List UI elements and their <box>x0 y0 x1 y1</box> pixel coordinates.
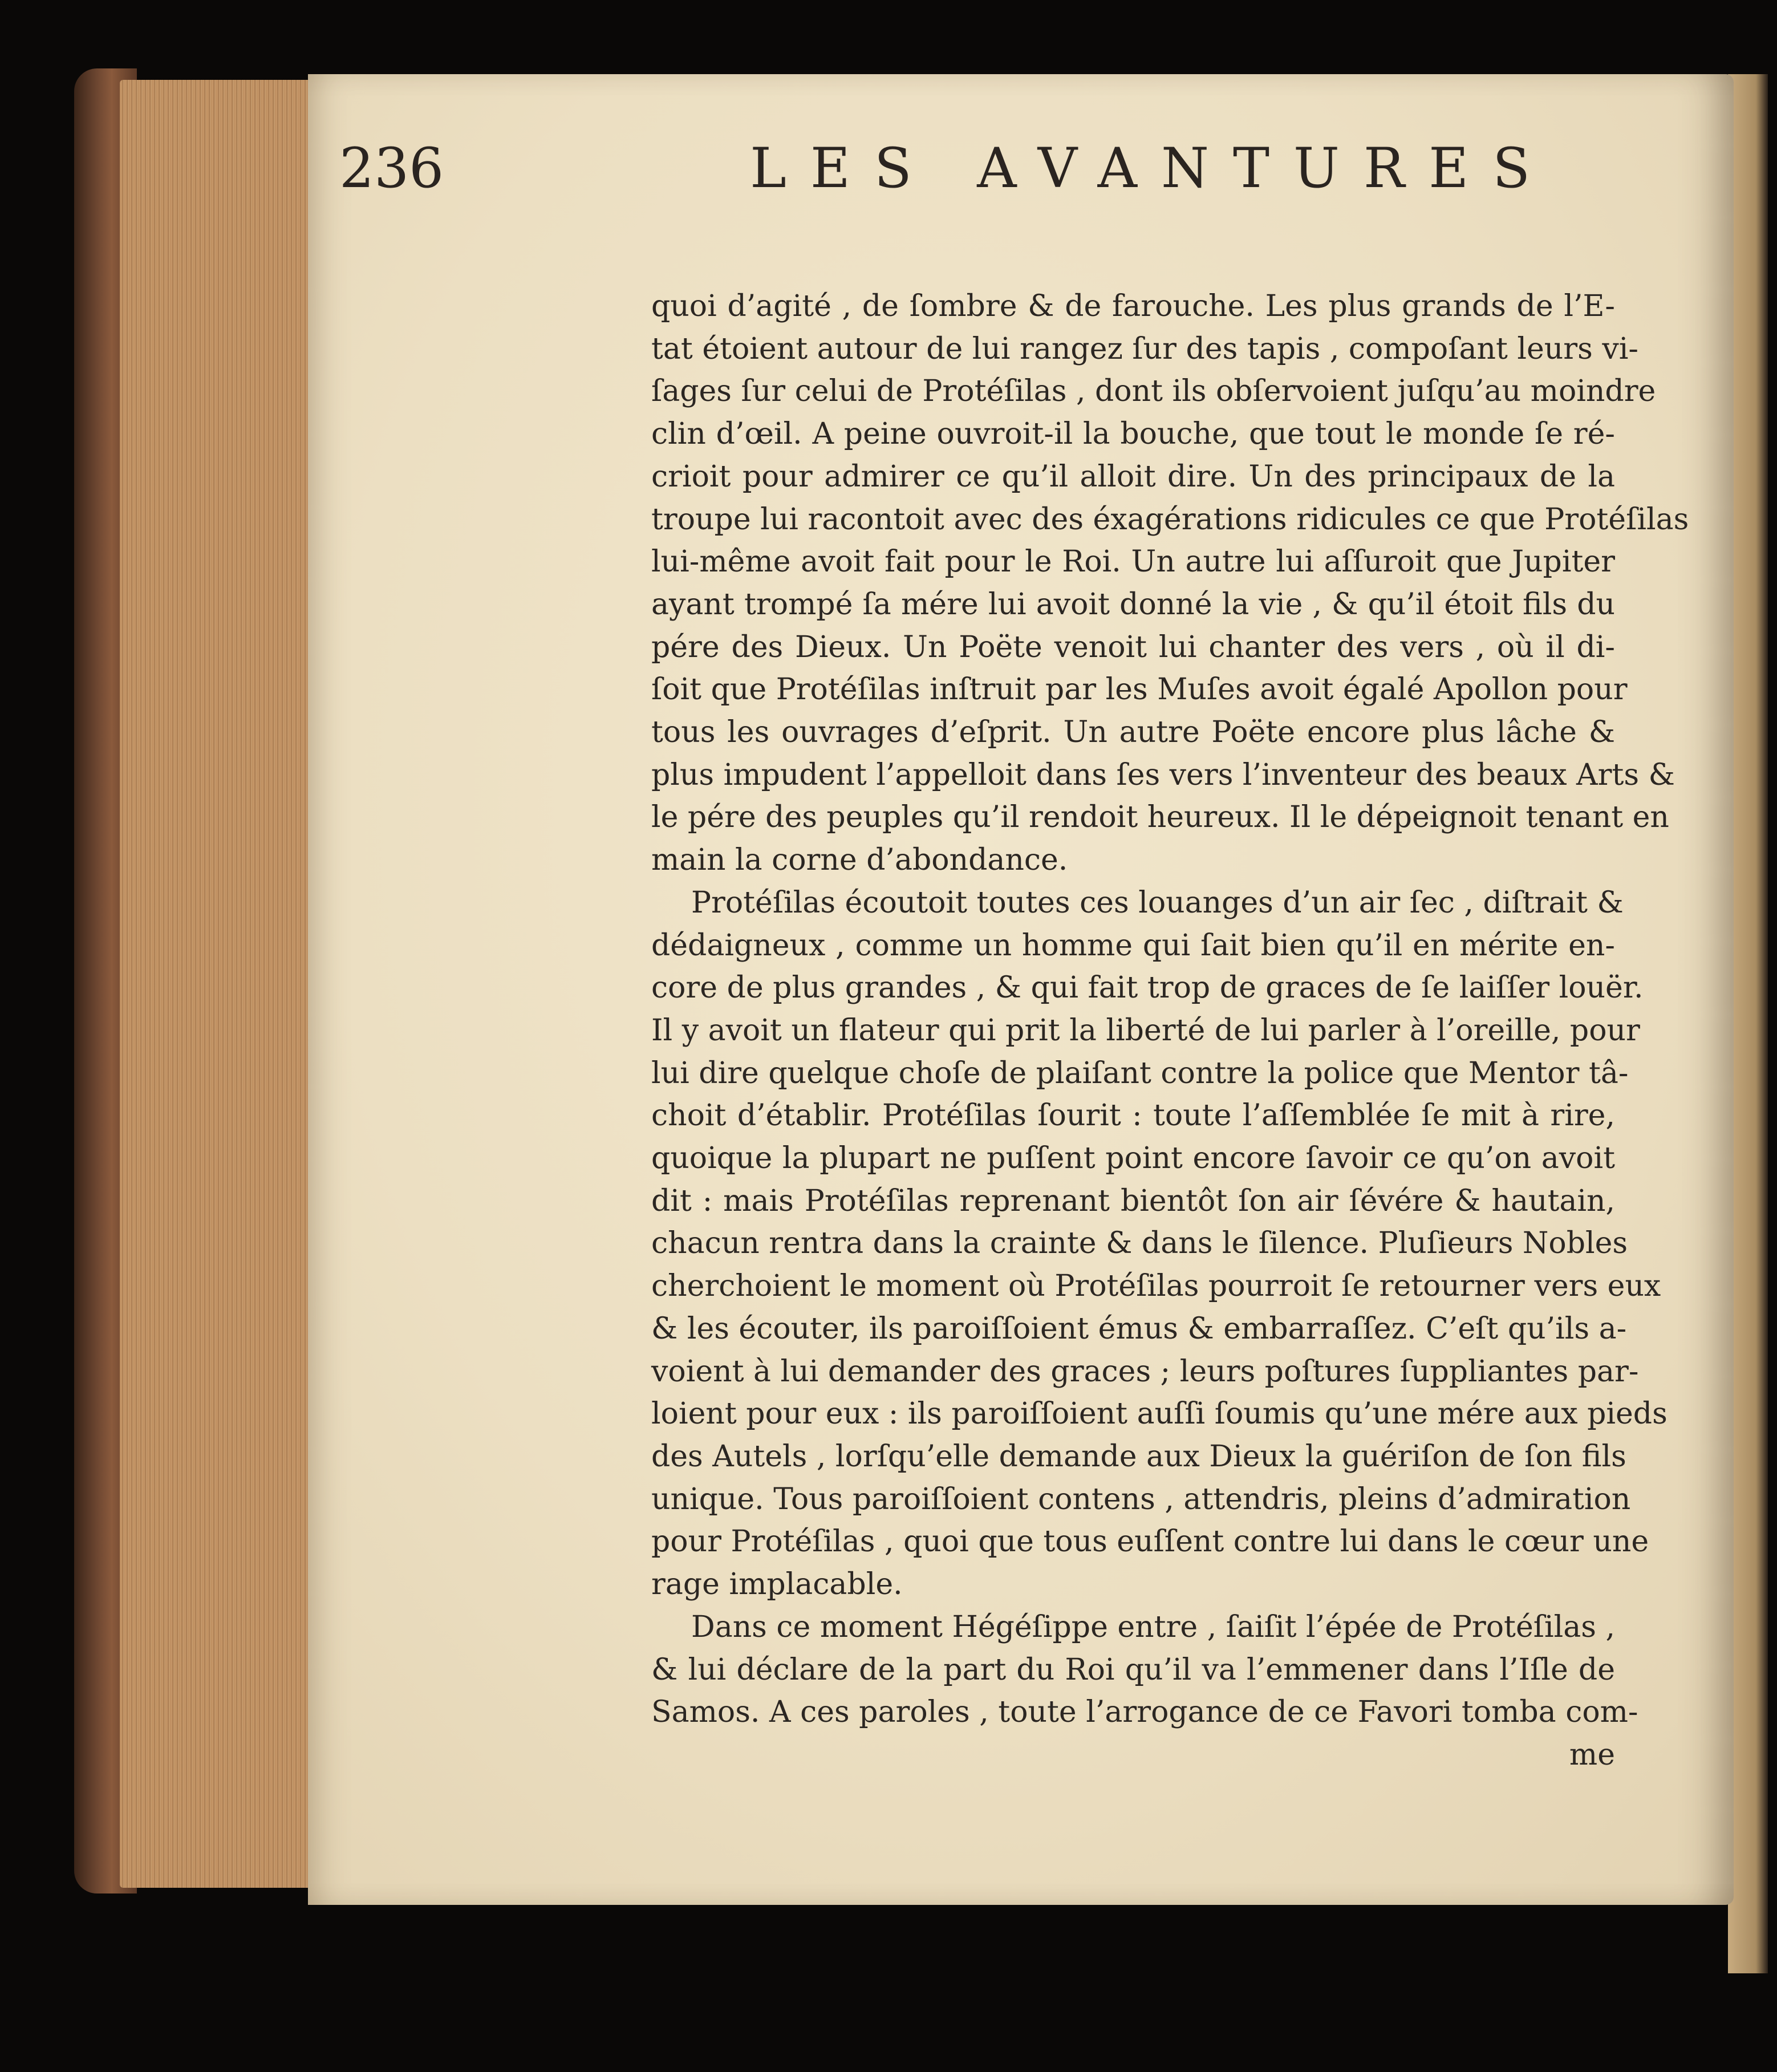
text-line: pour Protéſilas , quoi que tous euſſent contre lui dans le cœur une <box>651 1524 1649 1559</box>
text-line: ſoit que Protéſilas inſtruit par les Muſes avoit égalé Apollon pour <box>651 672 1628 707</box>
text-line: unique. Tous paroiſſoient contens , attendris, pleins d’admiration <box>651 1482 1631 1517</box>
text-line: Dans ce moment Hégéſippe entre , ſaiſit l’épée de Protéſilas , <box>691 1609 1615 1644</box>
text-line: lui-même avoit fait pour le Roi. Un autre lui aſſuroit que Jupiter <box>651 545 1615 579</box>
running-title: LES AVANTURES <box>750 136 1554 200</box>
paragraph-2 <box>651 882 1668 1606</box>
page-header <box>339 131 1554 205</box>
page-number: 236 <box>339 136 444 200</box>
text-line: & lui déclare de la part du Roi qu’il va l’emmener dans l’Iſle de <box>651 1652 1615 1687</box>
text-line: main la corne d’abondance. <box>651 843 1068 878</box>
catchword: me <box>1569 1737 1615 1772</box>
text-line: plus impudent l’appelloit dans ſes vers l’inventeur des beaux Arts & <box>651 757 1675 792</box>
text-line: Il y avoit un flateur qui prit la liberté de lui parler à l’oreille, pour <box>651 1013 1640 1048</box>
text-line: clin d’œil. A peine ouvroit-il la bouche, que tout le monde ſe ré- <box>651 417 1615 452</box>
text-line: & les écouter, ils paroiſſoient émus & embarraſſez. C’eſt qu’ils a- <box>651 1311 1627 1346</box>
text-line: cherchoient le moment où Protéſilas pourroit ſe retourner vers eux <box>651 1269 1661 1304</box>
text-line: ſages ſur celui de Protéſilas , dont ils obſervoient juſqu’au moindre <box>651 374 1656 409</box>
text-line: quoique la plupart ne puſſent point encore ſavoir ce qu’on avoit <box>651 1141 1615 1176</box>
text-line: troupe lui racontoit avec des éxagérations ridicules ce que Protéſilas <box>651 502 1689 537</box>
text-line: crioit pour admirer ce qu’il alloit dire. Un des principaux de la <box>651 459 1615 494</box>
text-line: loient pour eux : ils paroiſſoient auſſi ſoumis qu’une mére aux pieds <box>651 1397 1668 1432</box>
text-line: voient à lui demander des graces ; leurs poſtures ſuppliantes par- <box>651 1354 1639 1389</box>
text-line: Protéſilas écoutoit toutes ces louanges d’un air ſec , diſtrait & <box>691 885 1624 920</box>
page-edges <box>120 80 308 1888</box>
paragraph-3 <box>651 1606 1638 1734</box>
text-line: lui dire quelque choſe de plaiſant contre la police que Mentor tâ- <box>651 1056 1629 1090</box>
text-line: chacun rentra dans la crainte & dans le ſilence. Pluſieurs Nobles <box>651 1226 1628 1261</box>
text-line: dédaigneux , comme un homme qui ſait bien qu’il en mérite en- <box>651 928 1615 963</box>
text-line: dit : mais Protéſilas reprenant bientôt ſon air ſévére & hautain, <box>651 1183 1615 1218</box>
text-line: rage implacable. <box>651 1567 903 1602</box>
text-block <box>651 285 1689 1777</box>
text-line: ayant trompé ſa mére lui avoit donné la vie , & qu’il étoit fils du <box>651 587 1615 622</box>
text-line: pére des Dieux. Un Poëte venoit lui chanter des vers , où il di- <box>651 630 1615 664</box>
text-line: choit d’établir. Protéſilas ſourit : toute l’aſſemblée ſe mit à rire, <box>651 1098 1615 1133</box>
opposite-page-edge <box>1728 74 1768 1973</box>
text-line: des Autels , lorſqu’elle demande aux Dieux la guériſon de ſon fils <box>651 1439 1626 1474</box>
text-line: Samos. A ces paroles , toute l’arrogance de ce Favori tomba com- <box>651 1695 1638 1730</box>
text-line: le pére des peuples qu’il rendoit heureux. Il le dépeignoit tenant en <box>651 800 1669 835</box>
text-line: tous les ouvrages d’eſprit. Un autre Poëte encore plus lâche & <box>651 715 1615 750</box>
text-line: tat étoient autour de lui rangez ſur des tapis , compoſant leurs vi- <box>651 331 1638 366</box>
paragraph-1 <box>651 285 1689 882</box>
text-line: quoi d’agité , de ſombre & de farouche. Les plus grands de l’E- <box>651 289 1615 323</box>
text-line: core de plus grandes , & qui fait trop de graces de ſe laiſſer louër. <box>651 971 1644 1005</box>
